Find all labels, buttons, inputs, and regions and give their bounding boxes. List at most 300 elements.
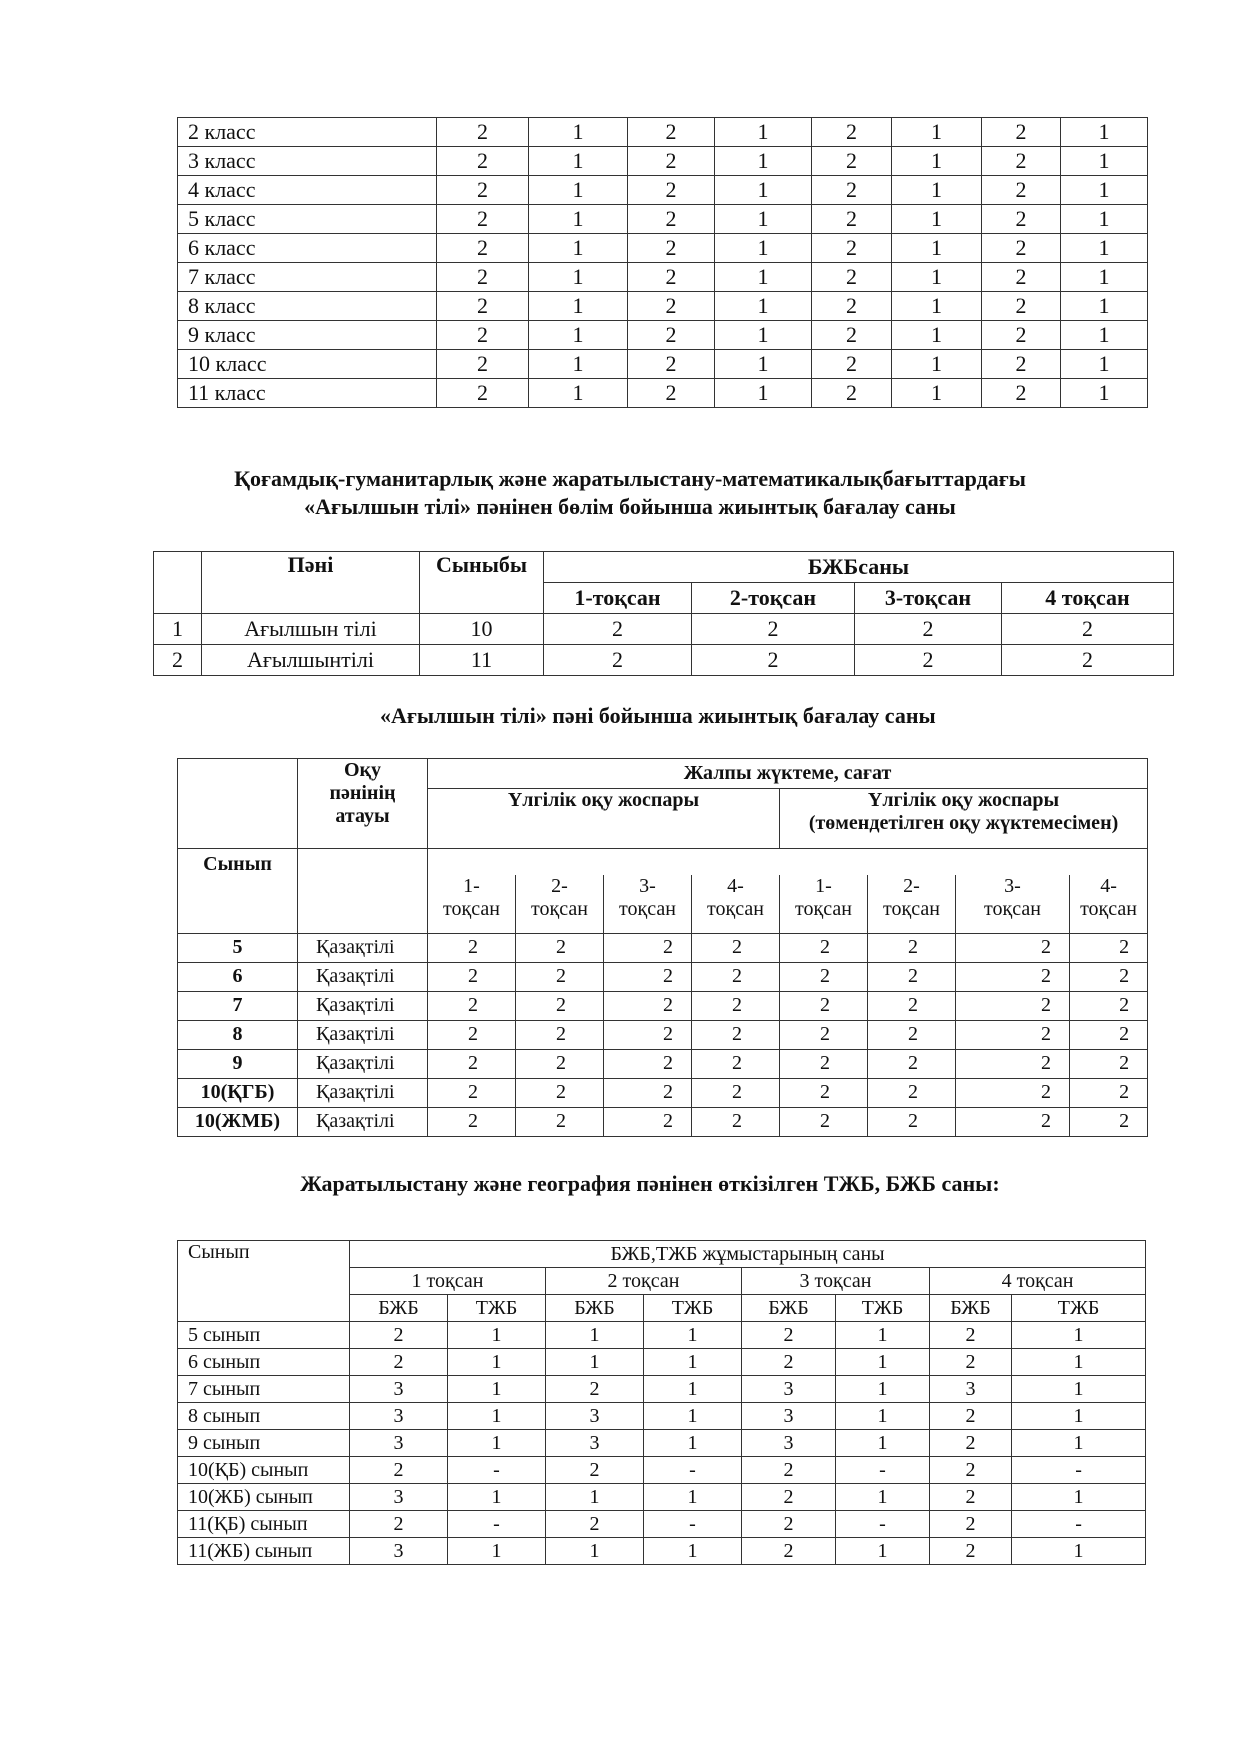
section-heading-science-geography: [200, 1171, 1100, 1197]
header-blank-2: [298, 849, 428, 934]
value-cell: 2: [982, 292, 1061, 321]
value-cell: 2: [692, 645, 855, 676]
value-cell: 3: [350, 1484, 448, 1511]
table-row: [178, 1078, 1148, 1107]
value-cell: 1: [1061, 118, 1148, 147]
value-cell: 2: [780, 1049, 868, 1078]
value-cell: 2: [780, 991, 868, 1020]
value-cell: 2: [516, 962, 604, 991]
quarter-header: [868, 875, 956, 933]
row-number: 2: [154, 645, 202, 676]
quarter-header: [516, 875, 604, 933]
value-cell: 2: [1070, 1107, 1148, 1136]
value-cell: 2: [930, 1349, 1012, 1376]
value-cell: 1: [715, 147, 812, 176]
quarter-num: 1-: [463, 875, 480, 897]
value-cell: 2: [812, 147, 892, 176]
value-cell: 2: [437, 205, 529, 234]
value-cell: 1: [892, 205, 982, 234]
value-cell: 1: [644, 1376, 742, 1403]
header-quarter-3: 3-тоқсан: [855, 583, 1002, 614]
table-row: [178, 1322, 1146, 1349]
quarter-header: [1070, 875, 1148, 933]
value-cell: 2: [428, 1049, 516, 1078]
value-cell: 2: [956, 933, 1070, 962]
value-cell: 1: [644, 1403, 742, 1430]
value-cell: 1: [892, 350, 982, 379]
quarter-header: [956, 875, 1070, 933]
value-cell: 1: [892, 379, 982, 408]
row-label: 10(ЖБ) сынып: [178, 1484, 350, 1511]
class-cell: 8: [178, 1020, 298, 1049]
row-label: 8 сынып: [178, 1403, 350, 1430]
value-cell: 2: [1070, 933, 1148, 962]
value-cell: 2: [1070, 1020, 1148, 1049]
header-bjb: БЖБ: [930, 1295, 1012, 1322]
value-cell: 3: [350, 1376, 448, 1403]
value-cell: 2: [930, 1430, 1012, 1457]
value-cell: 3: [742, 1403, 836, 1430]
header-bjb: БЖБ: [350, 1295, 448, 1322]
header-class: Сынып: [178, 1241, 350, 1322]
english-bjb-table: [153, 551, 1174, 676]
value-cell: 2: [692, 1078, 780, 1107]
value-cell: 2: [868, 1107, 956, 1136]
value-cell: 2: [812, 234, 892, 263]
value-cell: 2: [628, 147, 715, 176]
value-cell: 2: [437, 263, 529, 292]
value-cell: 2: [628, 321, 715, 350]
class-counts-table: [177, 117, 1148, 408]
table-row: [178, 350, 1148, 379]
value-cell: 1: [448, 1403, 546, 1430]
value-cell: 2: [628, 379, 715, 408]
header-tjb: ТЖБ: [448, 1295, 546, 1322]
value-cell: 2: [604, 962, 692, 991]
header-quarter-3: 3 тоқсан: [742, 1268, 930, 1295]
table-row: [178, 1020, 1148, 1049]
header-reduced-plan: Үлгілік оқу жоспары (төмендетілген оқу жүктемесімен): [780, 789, 1148, 849]
class-cell: 6: [178, 962, 298, 991]
row-label: 8 класс: [178, 292, 437, 321]
value-cell: 2: [812, 292, 892, 321]
value-cell: 1: [1061, 234, 1148, 263]
value-cell: 1: [1061, 176, 1148, 205]
value-cell: 1: [644, 1538, 742, 1565]
value-cell: 2: [742, 1457, 836, 1484]
value-cell: 1: [1061, 350, 1148, 379]
value-cell: 2: [742, 1349, 836, 1376]
value-cell: 3: [350, 1538, 448, 1565]
header-bjb: БЖБ: [546, 1295, 644, 1322]
value-cell: 2: [428, 991, 516, 1020]
subject-cell: Ағылшын тілі: [202, 614, 420, 645]
value-cell: 2: [1002, 645, 1174, 676]
value-cell: 2: [982, 234, 1061, 263]
table-row: [178, 1107, 1148, 1136]
value-cell: 1: [715, 176, 812, 205]
value-cell: 2: [780, 933, 868, 962]
value-cell: 2: [780, 962, 868, 991]
value-cell: 2: [982, 350, 1061, 379]
value-cell: 2: [855, 645, 1002, 676]
value-cell: -: [644, 1511, 742, 1538]
value-cell: 2: [350, 1511, 448, 1538]
header-quarter-1: 1-тоқсан: [544, 583, 692, 614]
value-cell: 2: [982, 205, 1061, 234]
value-cell: 2: [428, 962, 516, 991]
value-cell: 2: [350, 1349, 448, 1376]
header-blank: [154, 552, 202, 614]
value-cell: 2: [604, 1020, 692, 1049]
quarter-word: тоқсан: [1080, 898, 1137, 920]
value-cell: 2: [604, 933, 692, 962]
value-cell: 1: [1061, 321, 1148, 350]
value-cell: 2: [956, 962, 1070, 991]
value-cell: 1: [892, 176, 982, 205]
value-cell: 2: [868, 1049, 956, 1078]
value-cell: 2: [780, 1020, 868, 1049]
value-cell: 1: [448, 1349, 546, 1376]
value-cell: 2: [868, 933, 956, 962]
value-cell: 1: [448, 1430, 546, 1457]
value-cell: 3: [350, 1403, 448, 1430]
class-cell: 10(ҚГБ): [178, 1078, 298, 1107]
value-cell: 1: [546, 1322, 644, 1349]
value-cell: 2: [1070, 1049, 1148, 1078]
value-cell: 2: [982, 379, 1061, 408]
value-cell: 2: [868, 991, 956, 1020]
science-geography-table: [177, 1240, 1146, 1565]
value-cell: 2: [868, 962, 956, 991]
value-cell: 1: [529, 234, 628, 263]
heading-text: «Ағылшын тілі» пәні бойынша жиынтық бағалау саны: [380, 703, 936, 728]
table-row: [154, 645, 1174, 676]
row-label: 6 сынып: [178, 1349, 350, 1376]
value-cell: 2: [428, 1020, 516, 1049]
value-cell: 1: [546, 1484, 644, 1511]
value-cell: 2: [437, 379, 529, 408]
table-row: [178, 991, 1148, 1020]
value-cell: 1: [715, 292, 812, 321]
value-cell: -: [448, 1511, 546, 1538]
value-cell: 2: [930, 1511, 1012, 1538]
quarter-word: тоқсан: [707, 898, 764, 920]
value-cell: 1: [529, 350, 628, 379]
value-cell: 2: [544, 645, 692, 676]
header-grade: Сыныбы: [420, 552, 544, 614]
value-cell: 1: [715, 234, 812, 263]
row-label: 10(ҚБ) сынып: [178, 1457, 350, 1484]
value-cell: 2: [546, 1511, 644, 1538]
quarter-word: тоқсан: [883, 898, 940, 920]
value-cell: 2: [428, 1107, 516, 1136]
value-cell: -: [836, 1511, 930, 1538]
value-cell: 2: [812, 263, 892, 292]
table-row: [178, 379, 1148, 408]
row-label: 7 сынып: [178, 1376, 350, 1403]
value-cell: 1: [529, 379, 628, 408]
value-cell: 2: [692, 614, 855, 645]
value-cell: 1: [529, 321, 628, 350]
value-cell: 1: [715, 321, 812, 350]
row-label: 11(ҚБ) сынып: [178, 1511, 350, 1538]
value-cell: 2: [628, 118, 715, 147]
value-cell: 2: [628, 176, 715, 205]
value-cell: 1: [644, 1484, 742, 1511]
value-cell: 2: [956, 1020, 1070, 1049]
class-cell: 5: [178, 933, 298, 962]
value-cell: 2: [604, 1107, 692, 1136]
section-heading-english-bjb: [150, 466, 1110, 520]
header-tjb: ТЖБ: [836, 1295, 930, 1322]
value-cell: 2: [437, 292, 529, 321]
value-cell: 1: [892, 292, 982, 321]
value-cell: 1: [836, 1430, 930, 1457]
value-cell: 2: [930, 1322, 1012, 1349]
value-cell: 2: [428, 1078, 516, 1107]
value-cell: 2: [742, 1322, 836, 1349]
value-cell: 2: [812, 205, 892, 234]
quarter-num: 2-: [903, 875, 920, 897]
value-cell: 2: [544, 614, 692, 645]
value-cell: 2: [628, 292, 715, 321]
header-blank: [178, 759, 298, 849]
quarter-num: 2-: [551, 875, 568, 897]
quarter-num: 1-: [815, 875, 832, 897]
subject-cell: Қазақтілі: [298, 1107, 428, 1136]
value-cell: 1: [1061, 379, 1148, 408]
heading-line-1: Қоғамдық-гуманитарлық және жаратылыстану-математикалықбағыттардағы: [234, 466, 1026, 491]
header-quarter-1: 1 тоқсан: [350, 1268, 546, 1295]
value-cell: 2: [546, 1376, 644, 1403]
value-cell: 2: [1070, 962, 1148, 991]
value-cell: 1: [715, 350, 812, 379]
row-label: 9 сынып: [178, 1430, 350, 1457]
quarter-word: тоқсан: [984, 898, 1041, 920]
value-cell: 1: [644, 1430, 742, 1457]
value-cell: 1: [448, 1538, 546, 1565]
class-cell: 9: [178, 1049, 298, 1078]
quarter-num: 3-: [639, 875, 656, 897]
header-quarter-2: 2 тоқсан: [546, 1268, 742, 1295]
value-cell: 1: [448, 1322, 546, 1349]
value-cell: 3: [930, 1376, 1012, 1403]
row-label: 11(ЖБ) сынып: [178, 1538, 350, 1565]
header-standard-plan: Үлгілік оқу жоспары: [428, 789, 780, 849]
value-cell: 1: [1012, 1322, 1146, 1349]
class-cell: 7: [178, 991, 298, 1020]
header-quarter-4: 4 тоқсан: [1002, 583, 1174, 614]
quarter-num: 4-: [1100, 875, 1117, 897]
value-cell: 1: [1061, 292, 1148, 321]
value-cell: 1: [836, 1538, 930, 1565]
value-cell: 2: [692, 962, 780, 991]
row-label: 5 класс: [178, 205, 437, 234]
value-cell: 1: [1061, 263, 1148, 292]
quarter-header: [780, 875, 868, 933]
quarter-word: тоқсан: [531, 898, 588, 920]
table-row: [178, 292, 1148, 321]
value-cell: 1: [1061, 147, 1148, 176]
quarter-num: 3-: [1004, 875, 1021, 897]
value-cell: 1: [529, 292, 628, 321]
quarter-word: тоқсан: [619, 898, 676, 920]
value-cell: 1: [1012, 1349, 1146, 1376]
value-cell: 2: [437, 147, 529, 176]
value-cell: 2: [437, 350, 529, 379]
table-row: [178, 321, 1148, 350]
value-cell: -: [836, 1457, 930, 1484]
value-cell: 2: [604, 1049, 692, 1078]
value-cell: 2: [930, 1457, 1012, 1484]
value-cell: 2: [628, 350, 715, 379]
value-cell: 3: [546, 1430, 644, 1457]
table-row: [178, 205, 1148, 234]
table-row: [178, 962, 1148, 991]
value-cell: 2: [930, 1538, 1012, 1565]
value-cell: 2: [516, 991, 604, 1020]
subject-cell: Қазақтілі: [298, 962, 428, 991]
value-cell: 1: [529, 205, 628, 234]
value-cell: 2: [628, 263, 715, 292]
value-cell: 2: [742, 1484, 836, 1511]
value-cell: 2: [780, 1078, 868, 1107]
row-label: 5 сынып: [178, 1322, 350, 1349]
value-cell: 2: [956, 1107, 1070, 1136]
value-cell: -: [1012, 1457, 1146, 1484]
header-quarter-4: 4 тоқсан: [930, 1268, 1146, 1295]
value-cell: 1: [529, 176, 628, 205]
value-cell: 2: [604, 1078, 692, 1107]
quarter-header: [604, 875, 692, 933]
value-cell: 1: [715, 263, 812, 292]
quarter-word: тоқсан: [795, 898, 852, 920]
header-total-load: Жалпы жүктеме, сағат: [428, 759, 1148, 789]
value-cell: 2: [516, 1020, 604, 1049]
value-cell: 1: [892, 263, 982, 292]
table-row: [154, 614, 1174, 645]
heading-text: Жаратылыстану және география пәнінен өткізілген ТЖБ, БЖБ саны:: [300, 1171, 1000, 1196]
value-cell: 1: [546, 1538, 644, 1565]
quarter-header: [692, 875, 780, 933]
value-cell: 2: [1070, 1078, 1148, 1107]
row-label: 11 класс: [178, 379, 437, 408]
value-cell: 2: [982, 176, 1061, 205]
value-cell: 1: [892, 147, 982, 176]
value-cell: 2: [628, 205, 715, 234]
value-cell: 2: [516, 1049, 604, 1078]
value-cell: 1: [836, 1484, 930, 1511]
value-cell: 1: [529, 147, 628, 176]
table-row: [178, 234, 1148, 263]
value-cell: 2: [930, 1484, 1012, 1511]
value-cell: 1: [1012, 1403, 1146, 1430]
value-cell: 1: [1061, 205, 1148, 234]
kazakh-load-table: [177, 758, 1148, 1137]
subject-cell: Қазақтілі: [298, 1020, 428, 1049]
table-row: [178, 1049, 1148, 1078]
value-cell: -: [448, 1457, 546, 1484]
value-cell: 1: [1012, 1538, 1146, 1565]
table-row: [178, 1484, 1146, 1511]
row-label: 3 класс: [178, 147, 437, 176]
value-cell: 1: [1012, 1376, 1146, 1403]
table-row: [178, 1457, 1146, 1484]
value-cell: 1: [644, 1349, 742, 1376]
value-cell: -: [1012, 1511, 1146, 1538]
table-row: [178, 176, 1148, 205]
value-cell: 2: [982, 321, 1061, 350]
value-cell: 2: [604, 991, 692, 1020]
value-cell: 1: [529, 263, 628, 292]
table-row: [178, 1430, 1146, 1457]
row-label: 7 класс: [178, 263, 437, 292]
value-cell: 2: [692, 1107, 780, 1136]
value-cell: 3: [742, 1376, 836, 1403]
value-cell: 2: [812, 379, 892, 408]
value-cell: 3: [742, 1430, 836, 1457]
value-cell: 2: [780, 1107, 868, 1136]
value-cell: 2: [1070, 991, 1148, 1020]
value-cell: -: [644, 1457, 742, 1484]
value-cell: 2: [930, 1403, 1012, 1430]
value-cell: 2: [742, 1511, 836, 1538]
value-cell: 1: [892, 118, 982, 147]
row-label: 10 класс: [178, 350, 437, 379]
value-cell: 1: [836, 1376, 930, 1403]
value-cell: 2: [1002, 614, 1174, 645]
value-cell: 2: [742, 1538, 836, 1565]
table-row: [178, 118, 1148, 147]
value-cell: 2: [692, 933, 780, 962]
header-tjb: ТЖБ: [644, 1295, 742, 1322]
value-cell: 1: [836, 1349, 930, 1376]
header-spacer: [428, 849, 1148, 876]
table-row: [178, 263, 1148, 292]
value-cell: 2: [982, 263, 1061, 292]
value-cell: 2: [982, 118, 1061, 147]
value-cell: 3: [350, 1430, 448, 1457]
header-quarter-2: 2-тоқсан: [692, 583, 855, 614]
subject-cell: Қазақтілі: [298, 1049, 428, 1078]
row-number: 1: [154, 614, 202, 645]
row-label: 4 класс: [178, 176, 437, 205]
header-subject: Пәні: [202, 552, 420, 614]
value-cell: 1: [448, 1484, 546, 1511]
table-row: [178, 1376, 1146, 1403]
value-cell: 2: [516, 1078, 604, 1107]
quarter-word: тоқсан: [443, 898, 500, 920]
header-tjb: ТЖБ: [1012, 1295, 1146, 1322]
heading-line-2: «Ағылшын тілі» пәнінен бөлім бойынша жиынтық бағалау саны: [304, 494, 956, 519]
value-cell: 2: [812, 176, 892, 205]
subject-cell: Қазақтілі: [298, 933, 428, 962]
quarter-header: [428, 875, 516, 933]
value-cell: 2: [812, 118, 892, 147]
value-cell: 2: [692, 1020, 780, 1049]
row-label: 2 класс: [178, 118, 437, 147]
value-cell: 1: [529, 118, 628, 147]
value-cell: 2: [437, 118, 529, 147]
table-row: [178, 1511, 1146, 1538]
header-class: Сынып: [178, 849, 298, 934]
header-bjb-count: БЖБсаны: [544, 552, 1174, 583]
row-label: 6 класс: [178, 234, 437, 263]
value-cell: 1: [715, 118, 812, 147]
value-cell: 2: [868, 1078, 956, 1107]
value-cell: 1: [1012, 1430, 1146, 1457]
